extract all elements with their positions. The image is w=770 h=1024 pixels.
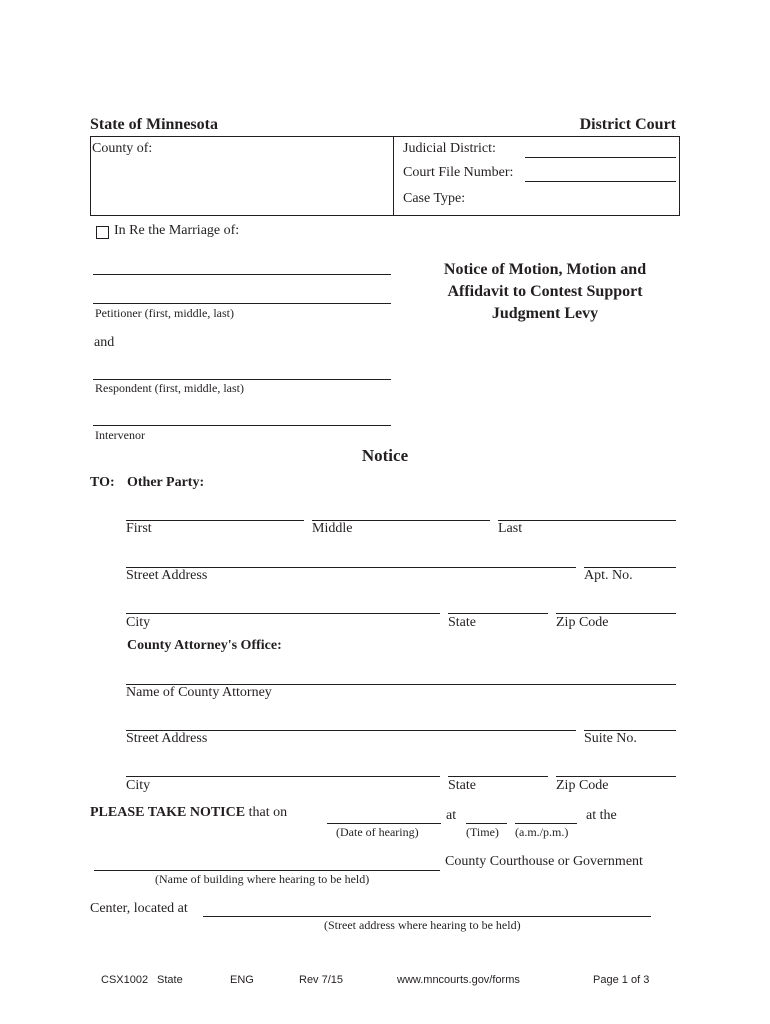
county-attorney-name-label: Name of County Attorney bbox=[126, 685, 272, 700]
ca-zip-field[interactable] bbox=[556, 776, 676, 777]
marriage-checkbox[interactable] bbox=[96, 226, 109, 239]
intervenor-label: Intervenor bbox=[95, 428, 145, 442]
first-name-field[interactable] bbox=[126, 520, 304, 521]
time-caption: (Time) bbox=[466, 825, 499, 839]
other-party-label: Other Party: bbox=[127, 475, 205, 490]
document-title-line-2: Affidavit to Contest Support bbox=[447, 283, 643, 300]
center-located-at-label: Center, located at bbox=[90, 901, 188, 916]
county-label: County of: bbox=[92, 141, 153, 156]
city-label: City bbox=[126, 615, 151, 630]
zip-field[interactable] bbox=[556, 613, 676, 614]
suite-label: Suite No. bbox=[584, 731, 637, 746]
building-caption: (Name of building where hearing to be held) bbox=[155, 872, 370, 886]
building-name-field[interactable] bbox=[94, 870, 440, 871]
ca-city-label: City bbox=[126, 778, 151, 793]
that-on-label: that on bbox=[248, 805, 288, 820]
first-label: First bbox=[126, 521, 152, 536]
ca-state-label: State bbox=[448, 778, 476, 793]
petitioner-line-1[interactable] bbox=[93, 274, 391, 275]
judicial-district-label: Judicial District: bbox=[403, 141, 496, 156]
intervenor-line[interactable] bbox=[93, 425, 391, 426]
document-title bbox=[420, 259, 670, 325]
to-label: TO: bbox=[90, 475, 115, 490]
zip-label: Zip Code bbox=[556, 615, 609, 630]
ca-street-address-label: Street Address bbox=[126, 731, 208, 746]
footer-page-total: 3 bbox=[643, 974, 650, 986]
state-title: State of Minnesota bbox=[90, 116, 218, 133]
date-caption: (Date of hearing) bbox=[336, 825, 419, 839]
respondent-line[interactable] bbox=[93, 379, 391, 380]
ca-zip-label: Zip Code bbox=[556, 778, 609, 793]
document-title-line-1: Notice of Motion, Motion and bbox=[443, 261, 647, 278]
marriage-label: In Re the Marriage of: bbox=[114, 223, 240, 238]
county-attorney-office-label: County Attorney's Office: bbox=[127, 638, 282, 653]
petitioner-line-2[interactable] bbox=[93, 303, 391, 304]
footer-language: ENG bbox=[230, 974, 254, 986]
notice-heading: Notice bbox=[361, 446, 409, 465]
footer-page bbox=[593, 974, 649, 986]
respondent-label: Respondent (first, middle, last) bbox=[95, 381, 244, 395]
court-title: District Court bbox=[579, 116, 676, 133]
document-title-line-3: Judgment Levy bbox=[491, 305, 599, 322]
apt-label: Apt. No. bbox=[584, 568, 633, 583]
footer-website: www.mncourts.gov/forms bbox=[397, 974, 520, 986]
state-field[interactable] bbox=[448, 613, 548, 614]
ca-state-field[interactable] bbox=[448, 776, 548, 777]
middle-label: Middle bbox=[312, 521, 353, 536]
and-label: and bbox=[94, 335, 115, 350]
at-the-label: at the bbox=[586, 808, 617, 823]
ampm-field[interactable] bbox=[515, 823, 577, 824]
footer-revision: Rev 7/15 bbox=[299, 974, 344, 986]
street-address-label: Street Address bbox=[126, 568, 208, 583]
footer-page-current: 1 bbox=[621, 974, 628, 986]
court-file-number-field[interactable] bbox=[525, 181, 676, 182]
case-type-label: Case Type: bbox=[403, 191, 466, 206]
last-label: Last bbox=[498, 521, 523, 536]
caption-divider bbox=[393, 137, 394, 215]
state-label: State bbox=[448, 615, 476, 630]
ampm-caption: (a.m./p.m.) bbox=[515, 825, 569, 839]
petitioner-label: Petitioner (first, middle, last) bbox=[95, 306, 234, 320]
footer-form-code: CSX1002 bbox=[101, 974, 149, 986]
ca-city-field[interactable] bbox=[126, 776, 440, 777]
footer-page-label: Page bbox=[593, 974, 619, 986]
at-label: at bbox=[446, 808, 457, 823]
court-file-number-label: Court File Number: bbox=[403, 165, 514, 180]
please-take-notice-label: PLEASE TAKE NOTICE bbox=[90, 805, 246, 820]
last-name-field[interactable] bbox=[498, 520, 676, 521]
street-address-hearing-field[interactable] bbox=[203, 916, 651, 917]
footer-page-of: of bbox=[630, 974, 641, 986]
please-take-notice-sentence bbox=[90, 805, 287, 821]
hearing-date-field[interactable] bbox=[327, 823, 441, 824]
courthouse-text: County Courthouse or Government bbox=[445, 854, 643, 869]
footer-form-state: State bbox=[157, 974, 183, 986]
caption-box bbox=[90, 136, 680, 216]
hearing-time-field[interactable] bbox=[466, 823, 507, 824]
street-caption: (Street address where hearing to be held) bbox=[324, 918, 521, 932]
city-field[interactable] bbox=[126, 613, 440, 614]
judicial-district-field[interactable] bbox=[525, 157, 676, 158]
